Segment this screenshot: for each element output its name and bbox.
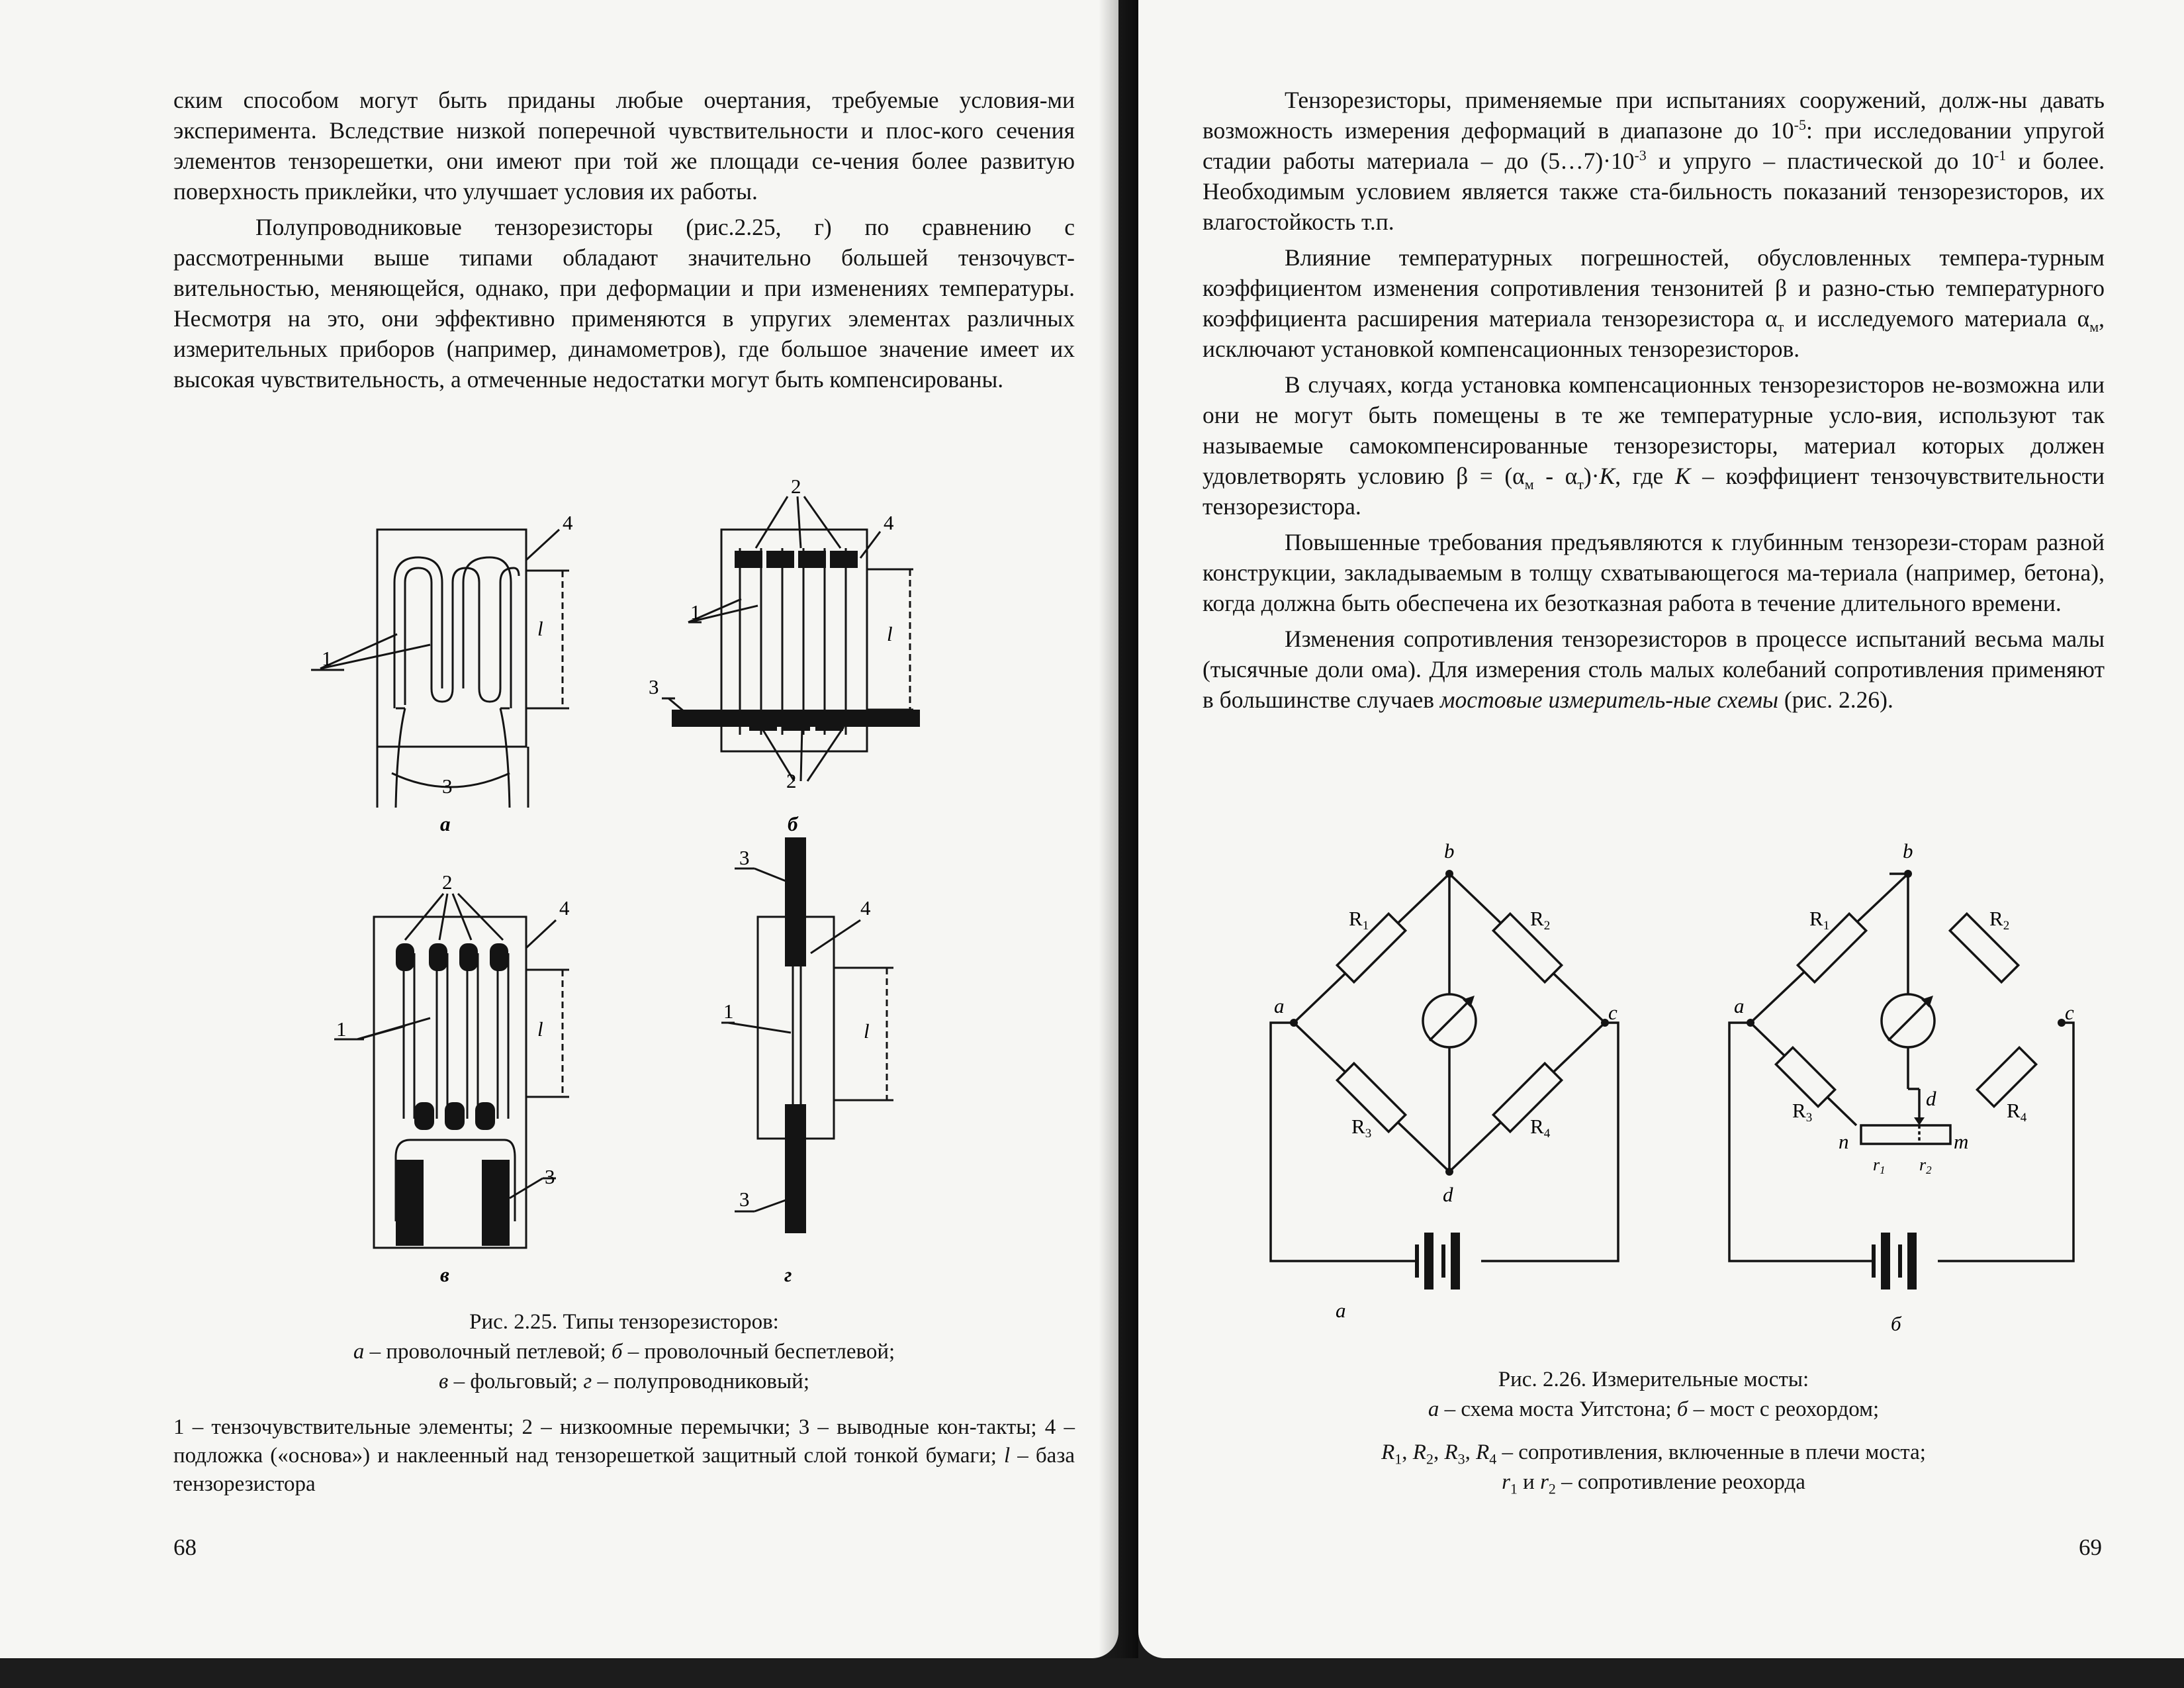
label-R1: R	[1349, 907, 1363, 930]
wire-grid-a	[405, 568, 519, 705]
label-1: 1	[723, 1000, 734, 1023]
svg-text:R3: R3	[1792, 1099, 1813, 1125]
figure-letter-v: в	[440, 1263, 449, 1286]
svg-text:R1: R1	[1349, 907, 1369, 933]
label-3: 3	[739, 846, 750, 869]
label-4: 4	[559, 896, 570, 919]
figure-caption-2-25	[173, 1307, 1075, 1397]
book-spine	[1099, 0, 1138, 1658]
slide-wire-bridge	[1729, 874, 2073, 1261]
figure-letter-b: б	[788, 812, 798, 835]
paragraph: ским способом могут быть приданы любые очертания, требуемые условия-ми эксперимента. Вследствие низкой поперечной чувствительности и плос-кого сечения элементов тензорешетки, они имеют при той же площади се-чения более развитую поверхность приклейки, что улучшает условия их работы.	[173, 87, 1075, 205]
label-R1: R	[1809, 907, 1823, 930]
label-R3: R	[1351, 1115, 1365, 1138]
node-a: a	[1274, 994, 1285, 1017]
label-2: 2	[791, 475, 801, 498]
figure-letter-g: г	[784, 1263, 792, 1286]
label-l: l	[887, 622, 893, 645]
label-R4: R	[2007, 1099, 2021, 1122]
label-2: 2	[786, 769, 797, 792]
node-b: b	[1903, 839, 1913, 863]
right-page	[1138, 0, 2184, 1658]
label-1: 1	[690, 600, 701, 624]
label-4: 4	[860, 896, 871, 919]
paragraph: Изменения сопротивления тензорезисторов в процессе испытаний весьма малы (тысячные доли ома). Для измерения столь малых колебаний сопротивления применяют в большинстве случаев мостовые измеритель-ные схемы (рис. 2.26).	[1203, 626, 2105, 713]
label-R2: R	[1530, 907, 1544, 930]
node-c: c	[2065, 1001, 2074, 1024]
legend-line: $R_1$, $R_2$, $R_3$, $R_4$ – сопротивления, включенные в плечи моста;	[1381, 1440, 1926, 1468]
node-d: d	[1443, 1183, 1453, 1206]
caption-title: Рис. 2.25. Типы тензорезисторов:	[469, 1310, 779, 1334]
label-R2: R	[1989, 907, 2003, 930]
label-3: 3	[649, 675, 659, 698]
paragraph: В случаях, когда установка компенсационных тензорезисторов не-возможна или они не могут быть помещены в те же температурные усло-вия, используют так называемые самокомпенсированные тензорезисторы, материал которых должен удовлетворять условию $\beta = (\alpha_м - \alpha_т)\cdot K$, где K – коэффициент тензочувствительности тензорезистора.	[1203, 371, 2105, 520]
label-R3: R	[1792, 1099, 1806, 1122]
node-d: d	[1926, 1087, 1936, 1110]
node-m: m	[1954, 1130, 1969, 1153]
label-l: l	[537, 1017, 543, 1041]
label-R4: R	[1530, 1115, 1544, 1138]
label-3: 3	[442, 774, 453, 798]
label-3: 3	[545, 1165, 555, 1188]
node-c: c	[1608, 1001, 1617, 1024]
figure-2-25	[0, 0, 1118, 1324]
label-1: 1	[322, 647, 332, 670]
paragraph: Повышенные требования предъявляются к глубинным тензорези-сторам разной конструкции, закладываемым в толщу схватывающегося ма-териала (например, бетона), когда должна быть обеспечена их безотказная работа в течение длительного времени.	[1203, 529, 2105, 616]
svg-text:R4: R4	[2007, 1099, 2027, 1125]
page-number: 69	[2079, 1534, 2102, 1560]
label-l: l	[537, 617, 543, 640]
svg-text:R4: R4	[1530, 1115, 1551, 1141]
legend-line: $r_1$ и $r_2$ – сопротивление реохорда	[1502, 1470, 1805, 1497]
figure-caption-2-26	[1203, 1365, 2105, 1425]
label-r1: r	[1873, 1155, 1880, 1174]
label-4: 4	[884, 511, 894, 534]
svg-text:R2: R2	[1989, 907, 2010, 933]
svg-text:R1: R1	[1809, 907, 1830, 933]
svg-text:R2: R2	[1530, 907, 1551, 933]
node-a: a	[1734, 994, 1745, 1017]
paragraph: Влияние температурных погрешностей, обусловленных темпера-турным коэффициентом изменения сопротивления тензонитей β и разно-стью температурного коэффициента расширения материала тензорезистора $\alpha_т$ и исследуемого материала $\alpha_м$, исключают установкой компенсационных тензорезисторов.	[1203, 244, 2105, 362]
figure-legend-2-26	[1203, 1438, 2105, 1497]
label-r2: r	[1919, 1155, 1927, 1174]
figure-2-26	[1138, 0, 2184, 1357]
figure-legend-2-25: 1 – тензочувствительные элементы; 2 – низкоомные перемычки; 3 – выводные кон-такты; 4 – подложка («основа») и наклеенный над тензорешеткой защитный слой тонкой бумаги; l – база тензорезистора	[173, 1415, 1075, 1496]
label-4: 4	[563, 511, 573, 534]
page-number: 68	[173, 1534, 197, 1560]
caption-line: в – фольговый; г – полупроводниковый;	[438, 1370, 810, 1393]
figure-letter-a: а	[440, 812, 451, 835]
node-b: b	[1444, 839, 1455, 863]
caption-line: а – схема моста Уитстона; б – мост с реохордом;	[1428, 1397, 1880, 1421]
paragraph: Полупроводниковые тензорезисторы (рис.2.25, г) по сравнению с рассмотренными выше типами обладают значительно большей тензочувст-вительностью, меняющейся, однако, при деформации и при изменениях температуры. Несмотря на это, они эффективно применяются в упругих элементах различных измерительных приборов (например, динамометров), где большое значение имеет их высокая чувствительность, а отмеченные недостатки могут быть компенсированы.	[173, 214, 1075, 393]
node-n: n	[1839, 1130, 1849, 1153]
svg-text:R3: R3	[1351, 1115, 1372, 1141]
paragraph: Тензорезисторы, применяемые при испытаниях сооружений, долж-ны давать возможность измерения деформаций в диапазоне до $10^{-5}$: при исследовании упругой стадии работы материала – до $(5\dots 7)\cdot 10^{-3}$ и упруго – пластической до $10^{-1}$ и более. Необходимым условием является также ста-бильность показаний тензорезисторов, их влагостойкость т.п.	[1203, 87, 2105, 235]
label-2: 2	[442, 870, 453, 894]
figure-letter-b: б	[1891, 1312, 1901, 1335]
caption-line: а – проволочный петлевой; б – проволочный беспетлевой;	[353, 1340, 895, 1364]
svg-text:r1: r1	[1873, 1155, 1886, 1176]
svg-text:r2: r2	[1919, 1155, 1932, 1176]
label-l: l	[864, 1019, 870, 1043]
label-1: 1	[336, 1017, 347, 1041]
label-3: 3	[739, 1188, 750, 1211]
figure-letter-a: а	[1336, 1299, 1346, 1322]
caption-title: Рис. 2.26. Измерительные мосты:	[1498, 1368, 1809, 1391]
